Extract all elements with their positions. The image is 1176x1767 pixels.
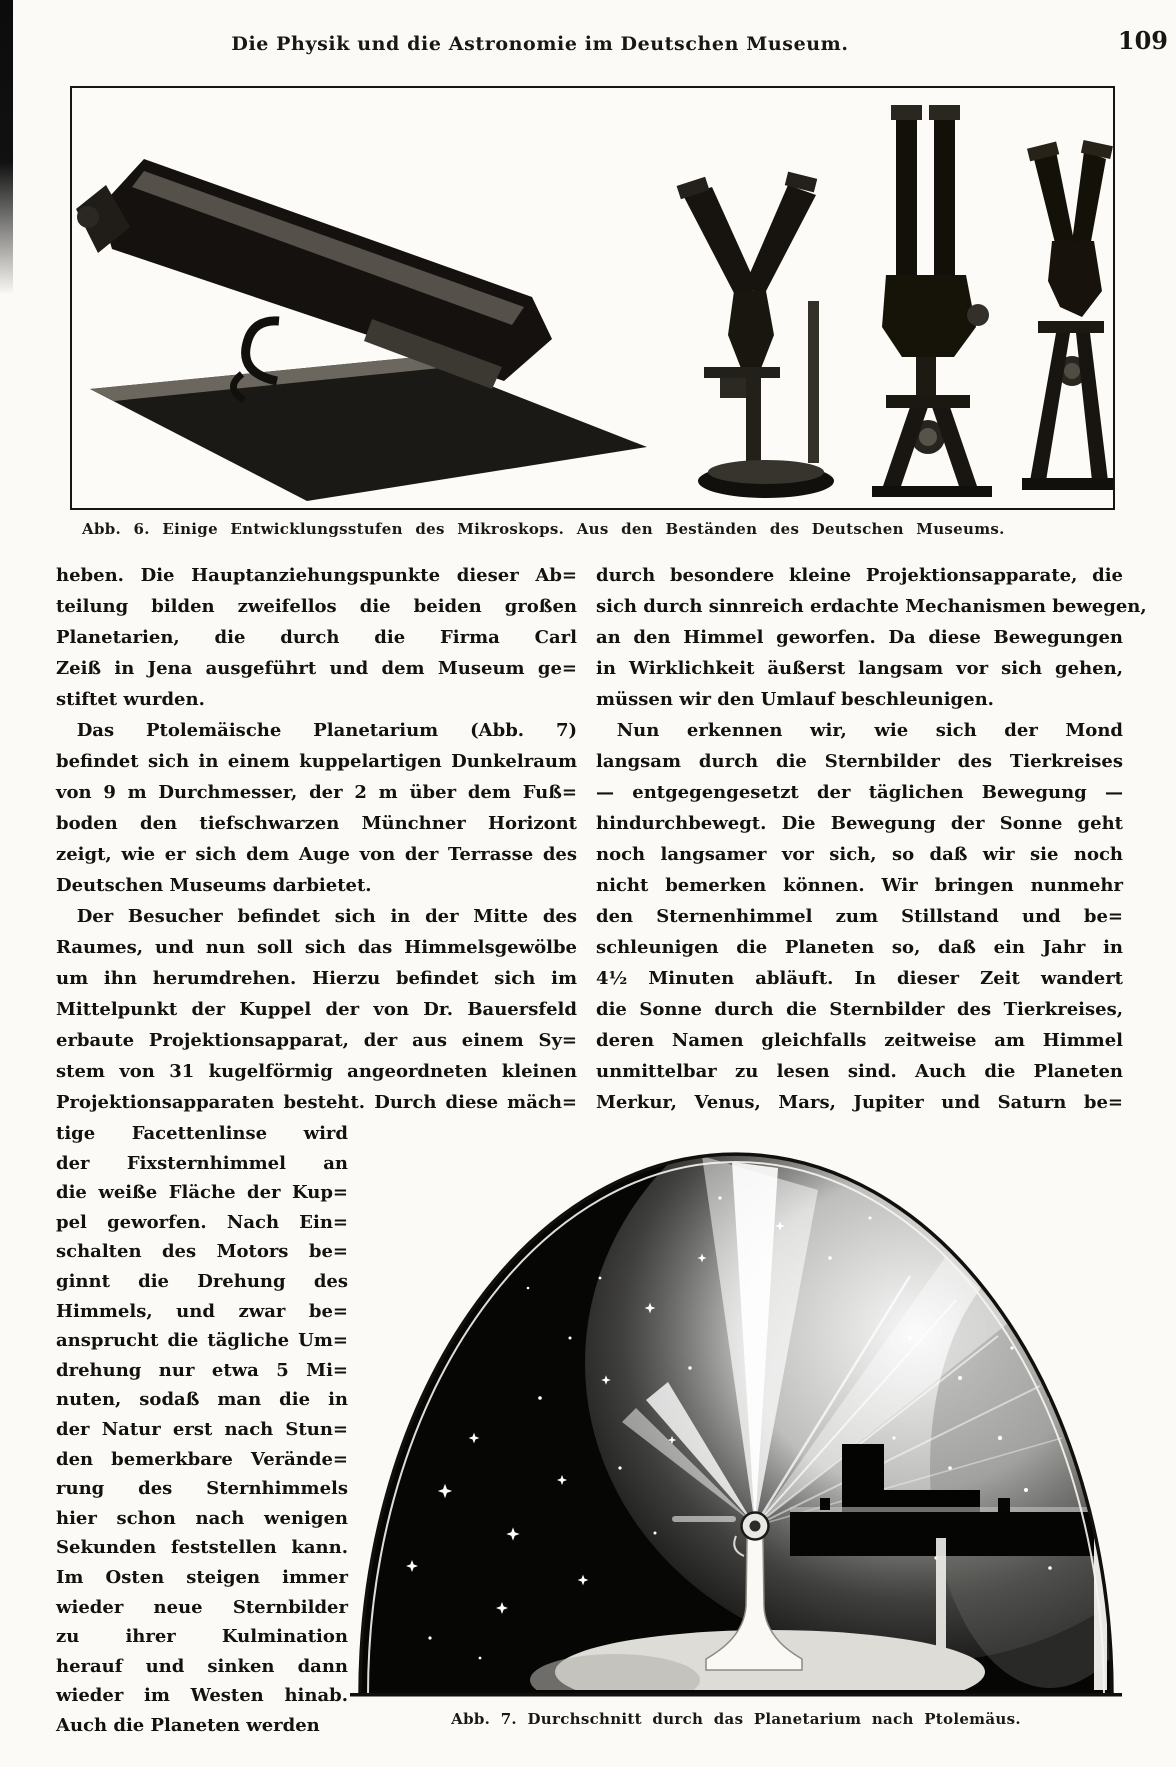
text-line: sich durch sinnreich erdachte Mechanismen bewegen, (596, 596, 1147, 617)
text-line: heben. Die Hauptanziehungspunkte dieser Ab= (56, 565, 577, 586)
text-line: Deutschen Museums darbietet. (56, 875, 372, 896)
text-line: schleunigen die Planeten so, daß ein Jahr in (596, 937, 1123, 958)
text-line: wieder neue Sternbilder (56, 1596, 348, 1618)
text-line: unmittelbar zu lesen sind. Auch die Planeten (596, 1061, 1123, 1082)
microscope-c-binocular-tall (872, 105, 992, 497)
text-line: zeigt, wie er sich dem Auge von der Terrasse des (56, 844, 577, 865)
text-line: Mittelpunkt der Kuppel der von Dr. Bauersfeld (56, 999, 577, 1020)
planetarium-illustration (350, 1138, 1122, 1700)
text-line: Auch die Planeten werden (56, 1714, 320, 1736)
text-line: Raumes, und nun soll sich das Himmelsgewölbe (56, 937, 577, 958)
dome-interior (350, 1138, 1122, 1700)
text-line: stiftet wurden. (56, 689, 205, 710)
text-line: herauf und sinken dann (56, 1655, 348, 1677)
text-line: teilung bilden zweifellos die beiden großen (56, 596, 577, 617)
text-line: pel geworfen. Nach Ein= (56, 1211, 348, 1233)
figure-baseline (350, 1693, 1122, 1697)
text-line: hindurchbewegt. Die Bewegung der Sonne geht (596, 813, 1123, 834)
text-line: — entgegengesetzt der täglichen Bewegung — (596, 782, 1123, 803)
text-line: tige Facettenlinse wird (56, 1123, 348, 1144)
figure-7-caption: Abb. 7. Durchschnitt durch das Planetarium nach Ptolemäus. (451, 1710, 1021, 1728)
figure-6-microscopes (70, 86, 1115, 510)
text-line: den bemerkbare Verände= (56, 1448, 348, 1470)
text-line: langsam durch die Sternbilder des Tierkreises (596, 751, 1123, 772)
microscopes-illustration (72, 88, 1113, 508)
microscope-d-binocular-angled (1022, 140, 1113, 490)
text-line: Projektionsapparaten besteht. Durch diese mäch= (56, 1092, 577, 1113)
column-left-full (56, 560, 577, 1118)
text-line: durch besondere kleine Projektionsapparate, die (596, 565, 1123, 586)
text-line: ansprucht die tägliche Um= (56, 1330, 348, 1352)
text-line: Merkur, Venus, Mars, Jupiter und Saturn be= (596, 1092, 1123, 1113)
figure-7-planetarium (350, 1138, 1122, 1700)
text-line: um ihn herumdrehen. Hierzu befindet sich im (56, 968, 577, 989)
text-line: wieder im Westen hinab. (56, 1685, 348, 1707)
text-line: an den Himmel geworfen. Da diese Bewegungen (596, 627, 1123, 648)
text-line: Zeiß in Jena ausgeführt und dem Museum ge= (56, 658, 577, 679)
text-line: die Sonne durch die Sternbilder des Tierkreises, (596, 999, 1123, 1020)
text-line: 4½ Minuten abläuft. In dieser Zeit wandert (596, 968, 1123, 989)
column-left-narrow (56, 1119, 348, 1740)
text-line: ginnt die Drehung des (56, 1270, 348, 1292)
text-line: Das Ptolemäische Planetarium (Abb. 7) (76, 720, 577, 741)
microscope-a-projection (76, 159, 647, 501)
text-line: Himmels, und zwar be= (56, 1300, 348, 1322)
text-line: noch langsamer vor sich, so daß wir sie noch (596, 844, 1123, 865)
text-line: von 9 m Durchmesser, der 2 m über dem Fuß= (56, 782, 577, 803)
text-line: Der Besucher befindet sich in der Mitte des (76, 906, 577, 927)
text-line: befindet sich in einem kuppelartigen Dunkelraum (56, 751, 577, 772)
text-line: deren Namen gleichfalls zeitweise am Himmel (596, 1030, 1123, 1051)
text-line: nicht bemerken können. Wir bringen nunmehr (596, 875, 1123, 896)
text-line: die weiße Fläche der Kup= (56, 1182, 348, 1204)
text-line: boden den tiefschwarzen Münchner Horizont (56, 813, 577, 834)
text-line: Im Osten steigen immer (56, 1566, 348, 1588)
text-line: Sekunden feststellen kann. (56, 1537, 348, 1559)
text-line: in Wirklichkeit äußerst langsam vor sich gehen, (596, 658, 1123, 679)
text-line: der Fixsternhimmel an (56, 1152, 348, 1174)
text-line: den Sternenhimmel zum Stillstand und be= (596, 906, 1123, 927)
text-line: rung des Sternhimmels (56, 1478, 348, 1500)
text-line: schalten des Motors be= (56, 1241, 348, 1263)
microscope-b-binocular-small (677, 172, 834, 498)
text-line: drehung nur etwa 5 Mi= (56, 1359, 348, 1381)
text-line: erbaute Projektionsapparat, der aus einem Sy= (56, 1030, 577, 1051)
text-line: Planetarien, die durch die Firma Carl (56, 627, 577, 648)
page-number: 109 (1117, 26, 1168, 55)
page-header-title: Die Physik und die Astronomie im Deutschen Museum. (231, 33, 849, 55)
text-line: stem von 31 kugelförmig angeordneten kleinen (56, 1061, 577, 1082)
text-line: Nun erkennen wir, wie sich der Mond (616, 720, 1123, 741)
text-line: hier schon nach wenigen (56, 1507, 348, 1529)
column-right (596, 560, 1147, 1118)
text-line: nuten, sodaß man die in (56, 1389, 348, 1411)
figure-6-caption: Abb. 6. Einige Entwicklungsstufen des Mikroskops. Aus den Beständen des Deutschen Museums. (82, 520, 1005, 538)
text-line: zu ihrer Kulmination (56, 1626, 348, 1648)
scan-edge-artifact (0, 0, 13, 295)
text-line: der Natur erst nach Stun= (56, 1418, 348, 1440)
text-line: müssen wir den Umlauf beschleunigen. (596, 689, 994, 710)
